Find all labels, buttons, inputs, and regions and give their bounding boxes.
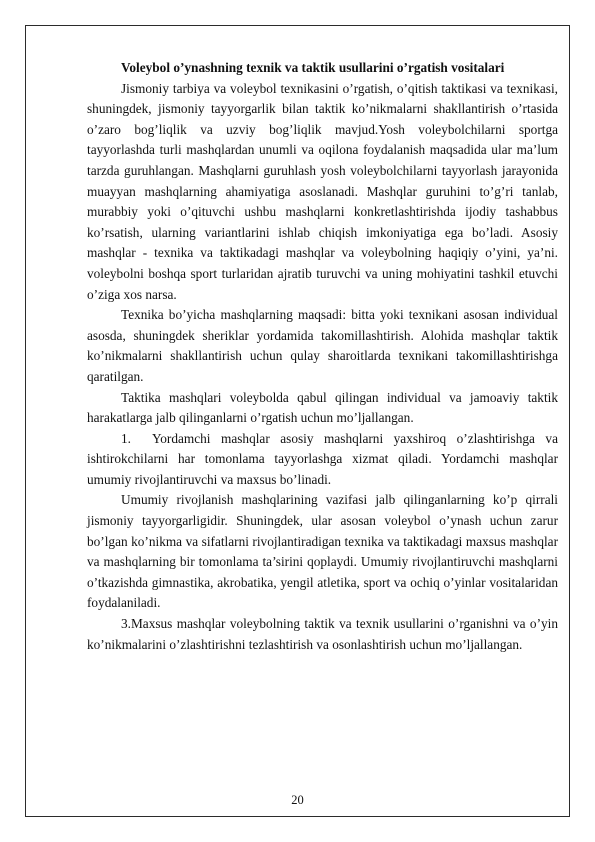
paragraph: 3.Maxsus mashqlar voleybolning taktik va texnik usullarini o’rganishni va o’yin ko’nikmalarini o’zlashtirishni tezlashtirish va osonlashtirish uchun mo’ljallangan.	[87, 616, 558, 652]
page-number: 20	[291, 793, 304, 807]
item-number: 1.	[121, 430, 131, 446]
numbered-item	[87, 429, 558, 491]
section-title: Voleybol o’ynashning texnik va taktik usullarini o’rgatish vositalari	[121, 60, 505, 75]
paragraph: Taktika mashqlari voleybolda qabul qilingan individual va jamoaviy taktik harakatlarga jalb qilinganlarni o’rgatish uchun mo’ljallangan.	[87, 389, 558, 426]
document-body	[87, 58, 558, 655]
item-text: Yordamchi mashqlar asosiy mashqlarni yaxshiroq o’zlashtirishga va ishtirokchilarni har tomonlama tayyorlashga xizmat qiladi. Yordamchi mashqlar umumiy rivojlantiruvchi va maxsus bo’linadi.	[87, 430, 558, 487]
paragraph: Jismoniy tarbiya va voleybol texnikasini o’rgatish, o’qitish taktikasi va texnikasi, shuningdek, jismoniy tayyorgarlik bilan taktik ko’nikmalarni shakllantirish o’rtasida o’zaro bog’liqlik va uzviy bog’liqlik mavjud.Yosh voleybolchilarni sportga tayyorlashda turli mashqlardan unumli va oqilona foydalanish maqsadida ular ma’lum tarzda guruhlangan. Mashqlarni guruhlash yosh voleybolchilarni tayyorlash jarayonida muayyan mashqlarning ahamiyatiga asoslanadi. Mashqlar guruhini to’g’ri tanlab, murabbiy yoki o’qituvchi ushbu mashqlarni konkretlashtirishda ijodiy tashabbus ko’rsatish, ularning variantlarini ishlab chiqish imkoniyatiga ega bo’ladi. Asosiy mashqlar - texnika va taktikadagi mashqlar va voleybolning haqiqiy o’yini, ya’ni. voleybolni boshqa sport turlaridan ajratib turuvchi va uning mohiyatini tashkil etuvchi o’ziga xos narsa.	[87, 80, 558, 302]
paragraph: Umumiy rivojlanish mashqlarining vazifasi jalb qilinganlarning ko’p qirrali jismoniy tayyorgarligidir. Shuningdek, ular asosan voleybol o’ynash uchun zarur bo’lgan ko’nikma va sifatlarni rivojlantiradigan texnika va taktikadagi maxsus mashqlar va mashqlarning bir tomonlama ta’sirini qoplaydi. Umumiy rivojlantiruvchi mashqlarni o’tkazishda gimnastika, akrobatika, yengil atletika, sport va ochiq o’yinlar vositalaridan foydalaniladi.	[87, 492, 558, 611]
paragraph: Texnika bo’yicha mashqlarning maqsadi: bitta yoki texnikani asosan individual asosda, shuningdek sheriklar yordamida takomillashtirish. Alohida mashqlar taktik ko’nikmalarni shakllantirish uchun qulay sharoitlarda texnikani takomillashtirishga qaratilgan.	[87, 307, 558, 384]
